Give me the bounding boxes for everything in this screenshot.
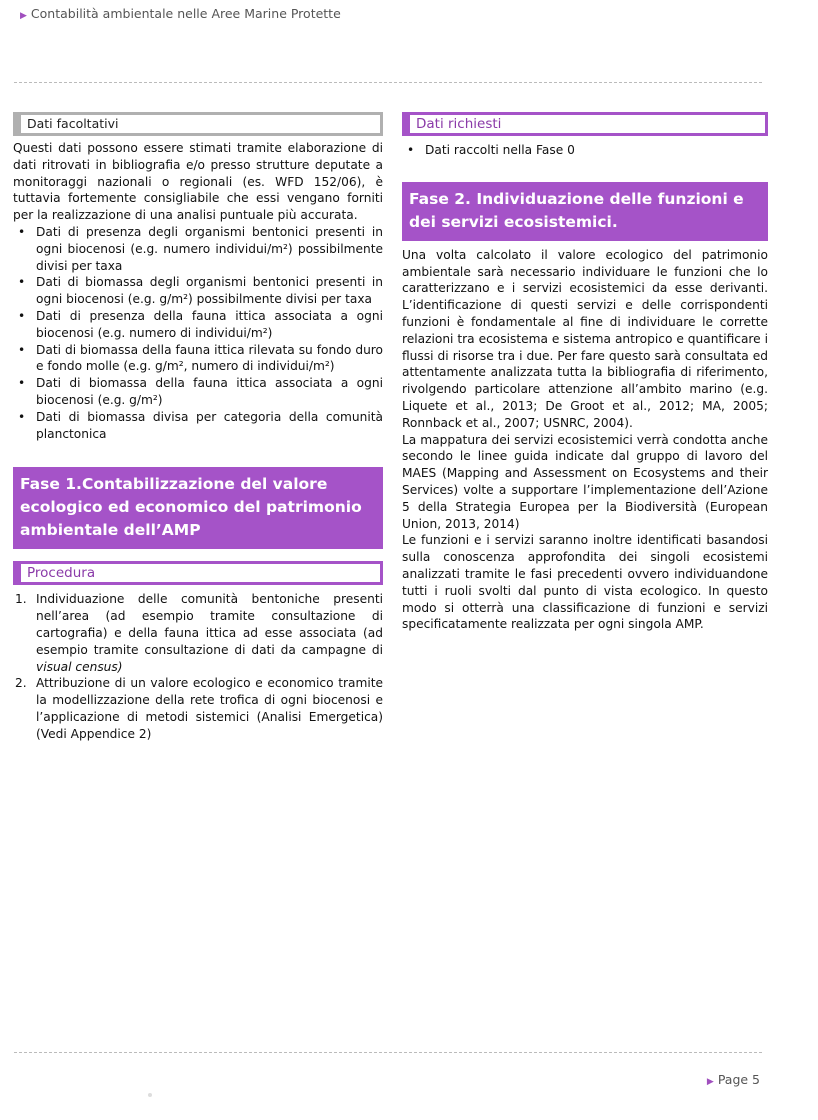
dati-richiesti-label: Dati richiesti [402, 112, 768, 136]
facoltativi-list [13, 224, 383, 442]
fase2-paragraph-2: La mappatura dei servizi ecosistemici verrà condotta anche secondo le linee guida indicate dal gruppo di lavoro del MAES (Mapping and Assessment on Ecosystems and their Services) volte a supportare l’implementazione dell’Azione 5 della Strategia Europea per la Biodiversità (European Union, 2013, 2014) [402, 432, 768, 531]
list-item: • Dati di presenza della fauna ittica associata a ogni biocenosi (e.g. numero di individui/m²) [18, 308, 383, 340]
fase2-paragraph-1: Una volta calcolato il valore ecologico del patrimonio ambientale sarà necessario individuare le funzioni che lo caratterizzano e i servizi ecosistemici da esse derivanti. L’identificazione di questi servizi e delle corrispondenti funzioni è fondamentale al fine di individuare le corrette relazioni tra ecosistema e sistema antropico e quantificare i flussi di risorse tra i due. Per fare questo sarà consultata ed attentamente analizzata tutta la bibliografia di riferimento, rivolgendo particolare attenzione all’ambito marino (e.g. Liquete et al., 2013; De Groot et al., 2012; MA, 2005; Ronnback et al., 2007; USNRC, 2004). [402, 247, 768, 430]
fase1-heading: Fase 1.Contabilizzazione del valore ecologico ed economico del patrimonio ambientale dell’AMP [13, 467, 383, 549]
page-label: Page 5 [717, 1072, 760, 1087]
procedura-label: Procedura [13, 561, 383, 585]
footer-divider [14, 1052, 762, 1053]
left-column [13, 112, 383, 743]
triangle-right-icon: ▶ [20, 11, 27, 21]
fase2-paragraph-3: Le funzioni e i servizi saranno inoltre identificati basandosi sulla conoscenza approfondita dei singoli ecosistemi analizzati tramite le fasi precedenti ovvero individuandone tutti i ruoli svolti dal punto di vista ecologico. In questo modo si otterrà una classificazione di funzioni e servizi specificatamente realizzata per ogni singola AMP. [402, 533, 768, 632]
list-item: • Dati raccolti nella Fase 0 [407, 143, 575, 157]
page-number [707, 1072, 760, 1087]
list-item: • Dati di presenza degli organismi bentonici presenti in ogni biocenosi (e.g. numero individui/m²) possibilmente divisi per taxa [18, 224, 383, 273]
list-item: 2. Attribuzione di un valore ecologico e economico tramite la modellizzazione della rete trofica di ogni biocenosi e l’applicazione di metodi sistemici (Analisi Emergetica) (Vedi Appendice 2) [15, 676, 383, 741]
fase2-heading: Fase 2. Individuazione delle funzioni e dei servizi ecosistemici. [402, 182, 768, 241]
running-header [20, 6, 341, 21]
list-item: • Dati di biomassa divisa per categoria della comunità planctonica [18, 409, 383, 441]
right-column [402, 112, 768, 633]
list-item: • Dati di biomassa degli organismi bentonici presenti in ogni biocenosi (e.g. g/m²) possibilmente divisi per taxa [18, 275, 383, 307]
list-item: • Dati di biomassa della fauna ittica associata a ogni biocenosi (e.g. g/m²) [18, 376, 383, 407]
header-divider [14, 82, 762, 83]
richiesti-list [402, 142, 768, 159]
triangle-right-icon: ▶ [706, 1077, 714, 1087]
procedura-list [13, 591, 383, 742]
scan-speck [148, 1093, 152, 1097]
list-item: • Dati di biomassa della fauna ittica rilevata su fondo duro e fondo molle (e.g. g/m², numero di individui/m²) [18, 342, 383, 374]
list-item: 1. Individuazione delle comunità bentoniche presenti nell’area (ad esempio tramite consultazione di cartografia) e della fauna ittica ad esse associata (ad esempio tramite consultazione di dati da campagne di visual census) [15, 592, 383, 674]
header-title: Contabilità ambientale nelle Aree Marine Protette [30, 6, 341, 21]
dati-facoltativi-label: Dati facoltativi [13, 112, 383, 136]
intro-paragraph: Questi dati possono essere stimati tramite elaborazione di dati ritrovati in bibliografia e/o presso strutture deputate a monitoraggi nazionali o regionali (es. WFD 152/06), è tuttavia fortemente consigliabile che essi vengano forniti per la realizzazione di una analisi puntuale più accurata. [13, 141, 383, 223]
